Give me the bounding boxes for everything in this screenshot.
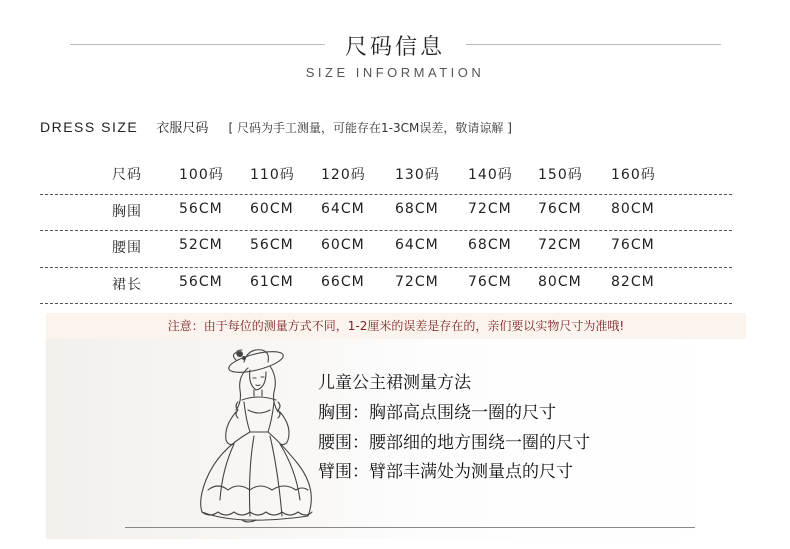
table-cell: 60CM <box>321 237 365 253</box>
table-header-row <box>40 158 732 195</box>
dress-size-header <box>40 117 512 136</box>
table-cell: 82CM <box>611 273 655 290</box>
row-label: 裙长 <box>112 276 142 293</box>
column-header: 120码 <box>321 167 366 183</box>
clothing-size-label: 衣服尺码 <box>156 121 209 136</box>
notice-band <box>46 313 746 339</box>
column-header: 110码 <box>250 167 295 183</box>
column-header: 130码 <box>395 167 440 183</box>
table-cell: 68CM <box>468 237 512 253</box>
table-cell: 61CM <box>250 273 294 290</box>
measurement-heading: 儿童公主裙测量方法 <box>318 373 471 393</box>
table-cell: 72CM <box>538 237 582 253</box>
table-row <box>40 268 732 305</box>
table-cell: 68CM <box>395 200 439 217</box>
row-label: 胸围 <box>112 203 142 220</box>
table-cell: 64CM <box>321 200 365 217</box>
measurement-notice: 注意：由于每位的测量方式不同，1-2厘米的误差是存在的，亲们要以实物尺寸为准哦! <box>167 319 625 333</box>
table-cell: 76CM <box>611 237 655 253</box>
dress-size-label: DRESS SIZE <box>40 119 139 135</box>
table-cell: 56CM <box>179 273 223 290</box>
princess-dress-sketch-icon <box>178 340 328 528</box>
table-cell: 80CM <box>538 273 582 290</box>
table-cell: 56CM <box>179 200 223 217</box>
measurement-arm: 臂围：臂部丰满处为测量点的尺寸 <box>318 462 573 482</box>
table-cell: 76CM <box>468 273 512 290</box>
table-cell: 72CM <box>395 273 439 290</box>
measurement-waist: 腰围：腰部细的地方围绕一圈的尺寸 <box>318 433 590 453</box>
column-header: 尺码 <box>112 167 142 183</box>
table-row <box>40 195 732 232</box>
column-header: 160码 <box>611 167 656 183</box>
column-header: 140码 <box>468 167 513 183</box>
measurement-chest: 胸围：胸部高点围绕一圈的尺寸 <box>318 403 556 423</box>
table-cell: 56CM <box>250 237 294 253</box>
table-cell: 80CM <box>611 200 655 217</box>
table-cell: 60CM <box>250 200 294 217</box>
page-title: 尺码信息 <box>344 35 445 60</box>
row-label: 腰围 <box>112 240 142 256</box>
column-header: 100码 <box>179 167 224 183</box>
table-cell: 64CM <box>395 237 439 253</box>
table-cell: 66CM <box>321 273 365 290</box>
table-cell: 76CM <box>538 200 582 217</box>
measurement-error-note: [ 尺码为手工测量，可能存在1-3CM误差，敬请谅解 ] <box>228 121 512 135</box>
table-row <box>40 231 732 268</box>
table-cell: 72CM <box>468 200 512 217</box>
bottom-divider <box>125 527 695 528</box>
size-table <box>40 158 732 304</box>
table-cell: 52CM <box>179 237 223 253</box>
page-subtitle: SIZE INFORMATION <box>305 65 485 80</box>
column-header: 150码 <box>538 167 583 183</box>
